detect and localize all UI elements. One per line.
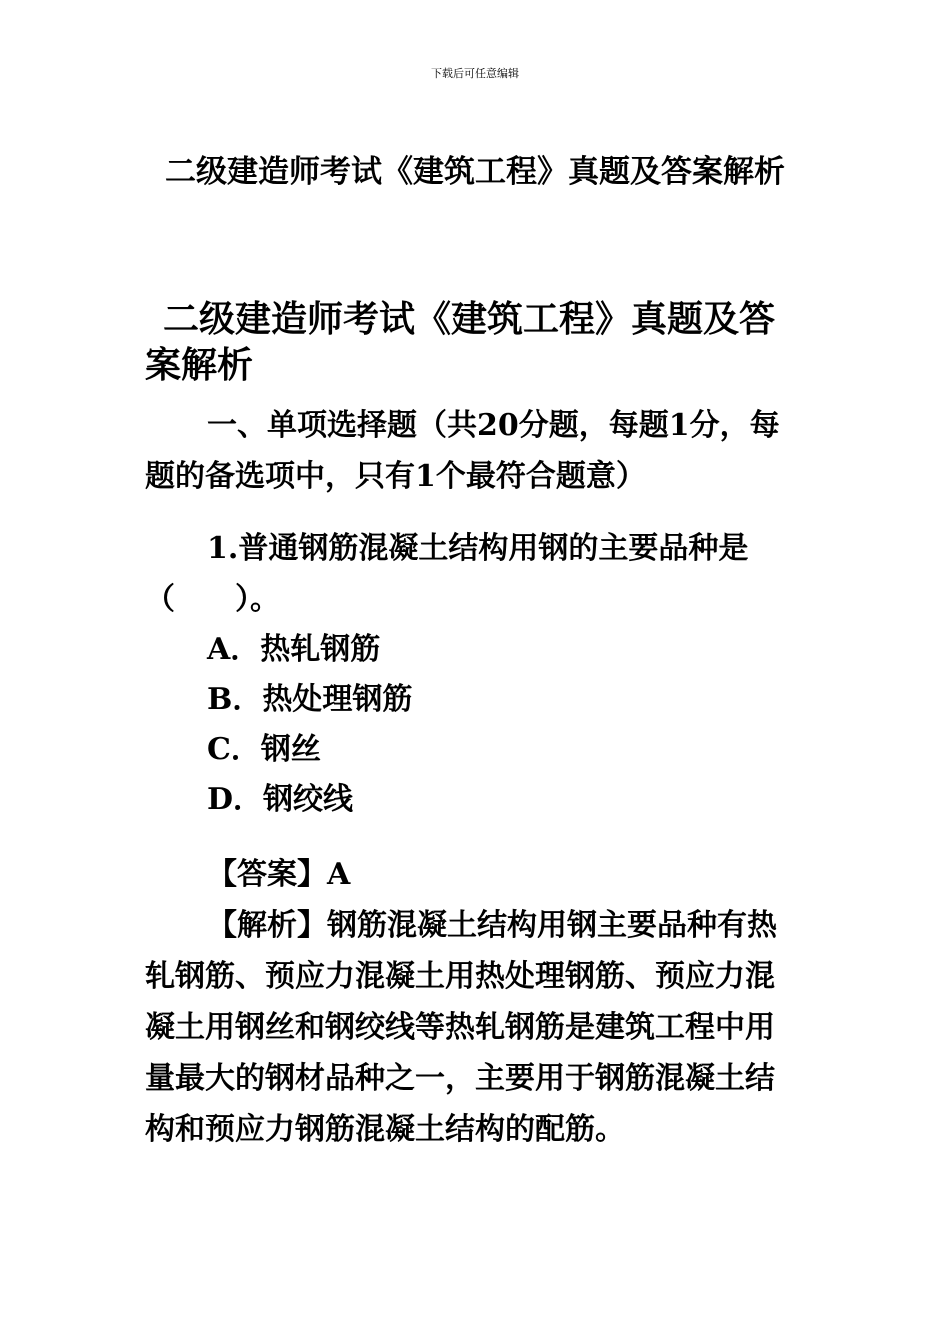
header-note: 下载后可任意编辑	[431, 67, 519, 80]
spacer	[145, 502, 795, 523]
option-b: B．热处理钢筋	[207, 682, 413, 717]
instruction-text: 一、单项选择题（共20分题，每题1分，每题的备选项中，只有1个最符合题意）	[145, 408, 780, 494]
answer-text: 【答案】A	[207, 857, 351, 892]
option-c: C．钢丝	[207, 732, 321, 767]
section-heading: 二级建造师考试《建筑工程》真题及答案解析	[145, 298, 776, 386]
option-d: D．钢绞线	[207, 782, 354, 817]
document-title: 二级建造师考试《建筑工程》真题及答案解析	[165, 154, 785, 190]
spacer	[145, 825, 795, 849]
option-list	[145, 625, 795, 825]
question-stem: 1.普通钢筋混凝土结构用钢的主要品种是（ ）。	[145, 531, 749, 617]
analysis-text: 【解析】钢筋混凝土结构用钢主要品种有热轧钢筋、预应力混凝土用热处理钢筋、预应力混凝土用钢丝和钢绞线等热轧钢筋是建筑工程中用量最大的钢材品种之一，主要用于钢筋混凝土结构和预应力钢筋混凝土结构的配筋。	[145, 908, 777, 1147]
option-a: A．热轧钢筋	[207, 632, 381, 667]
document-body	[145, 296, 795, 1155]
